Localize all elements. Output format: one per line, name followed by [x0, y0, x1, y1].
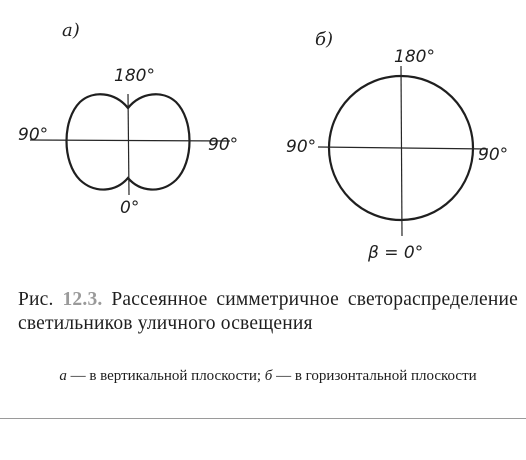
panel-b-right-label: 90° — [478, 145, 509, 165]
panel-a-right-label: 90° — [208, 135, 239, 155]
panel-a-top-label: 180° — [114, 66, 155, 86]
panel-b-bottom-label: β = 0° — [368, 243, 424, 263]
panel-b — [286, 29, 508, 263]
panel-a-bottom-label: 0° — [120, 198, 140, 218]
panel-b-vertical-axis — [401, 66, 402, 236]
figure-caption — [18, 288, 518, 336]
panel-b-left-label: 90° — [286, 137, 317, 157]
panel-a-vertical-axis — [128, 94, 129, 195]
panel-a — [18, 20, 238, 218]
subcaption-a-marker: а — [59, 368, 67, 384]
figure-subcaption — [18, 367, 518, 385]
panel-b-top-label: 180° — [394, 47, 435, 67]
subcaption-b-text: — в горизонтальной плоскости — [276, 368, 477, 384]
panel-a-horizontal-axis — [30, 140, 230, 141]
subcaption-b-marker: б — [264, 368, 273, 384]
figure-number: 12.3. — [62, 289, 103, 310]
bottom-divider — [0, 418, 526, 419]
panel-b-label: б) — [315, 29, 334, 50]
caption-prefix: Рис. — [18, 289, 54, 310]
panel-b-horizontal-axis — [318, 147, 488, 149]
panel-a-left-label: 90° — [18, 125, 49, 145]
panel-a-label: а) — [62, 20, 80, 41]
subcaption-a-text: — в вертикальной плоскости; — [70, 368, 262, 384]
caption-text: Рассеянное симметричное светораспределение светильников уличного освещения — [18, 289, 518, 334]
